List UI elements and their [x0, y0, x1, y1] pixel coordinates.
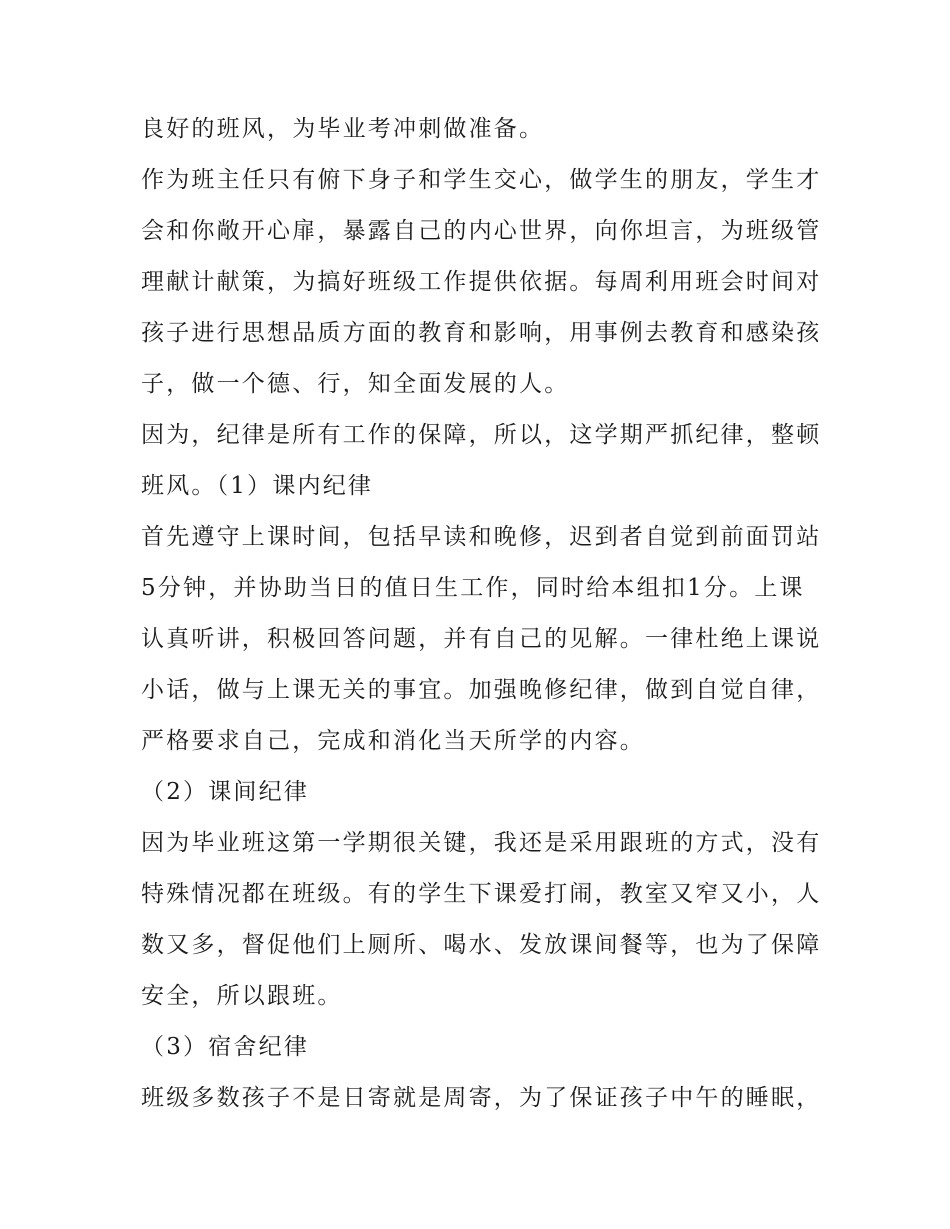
text-line: 因为毕业班这第一学期很关键，我还是采用跟班的方式，没有	[141, 830, 822, 856]
text-line: 安全，所以跟班。	[141, 983, 343, 1009]
text-line: 特殊情况都在班级。有的学生下课爱打闹，教室又窄又小，人	[141, 881, 822, 907]
text-line: 数又多，督促他们上厕所、喝水、发放课间餐等，也为了保障	[141, 932, 822, 958]
text-line: 理献计献策，为搞好班级工作提供依据。每周利用班会时间对	[141, 269, 822, 295]
text-line: 首先遵守上课时间，包括早读和晚修，迟到者自觉到前面罚站	[141, 524, 822, 550]
text-line: 会和你敞开心扉，暴露自己的内心世界，向你坦言，为班级管	[141, 218, 822, 244]
text-line: 班级多数孩子不是日寄就是周寄，为了保证孩子中午的睡眠，	[141, 1085, 822, 1111]
text-line: 因为，纪律是所有工作的保障，所以，这学期严抓纪律，整顿	[141, 422, 822, 448]
text-line: 严格要求自己，完成和消化当天所学的内容。	[141, 728, 645, 754]
section-heading: （2）课间纪律	[141, 779, 310, 805]
text-line: 孩子进行思想品质方面的教育和影响，用事例去教育和感染孩	[141, 320, 822, 346]
text-line: 小话，做与上课无关的事宜。加强晚修纪律，做到自觉自律，	[141, 677, 822, 703]
text-line: 作为班主任只有俯下身子和学生交心，做学生的朋友，学生才	[141, 167, 822, 193]
section-heading: （3）宿舍纪律	[141, 1034, 310, 1060]
text-line: 认真听讲，积极回答问题，并有自己的见解。一律杜绝上课说	[141, 626, 822, 652]
text-line: 子，做一个德、行，知全面发展的人。	[141, 371, 570, 397]
text-line: 5分钟，并协助当日的值日生工作，同时给本组扣1分。上课	[141, 575, 805, 601]
section-heading-line: 班风。（1）课内纪律	[141, 473, 374, 499]
text-line: 良好的班风，为毕业考冲刺做准备。	[141, 116, 545, 142]
